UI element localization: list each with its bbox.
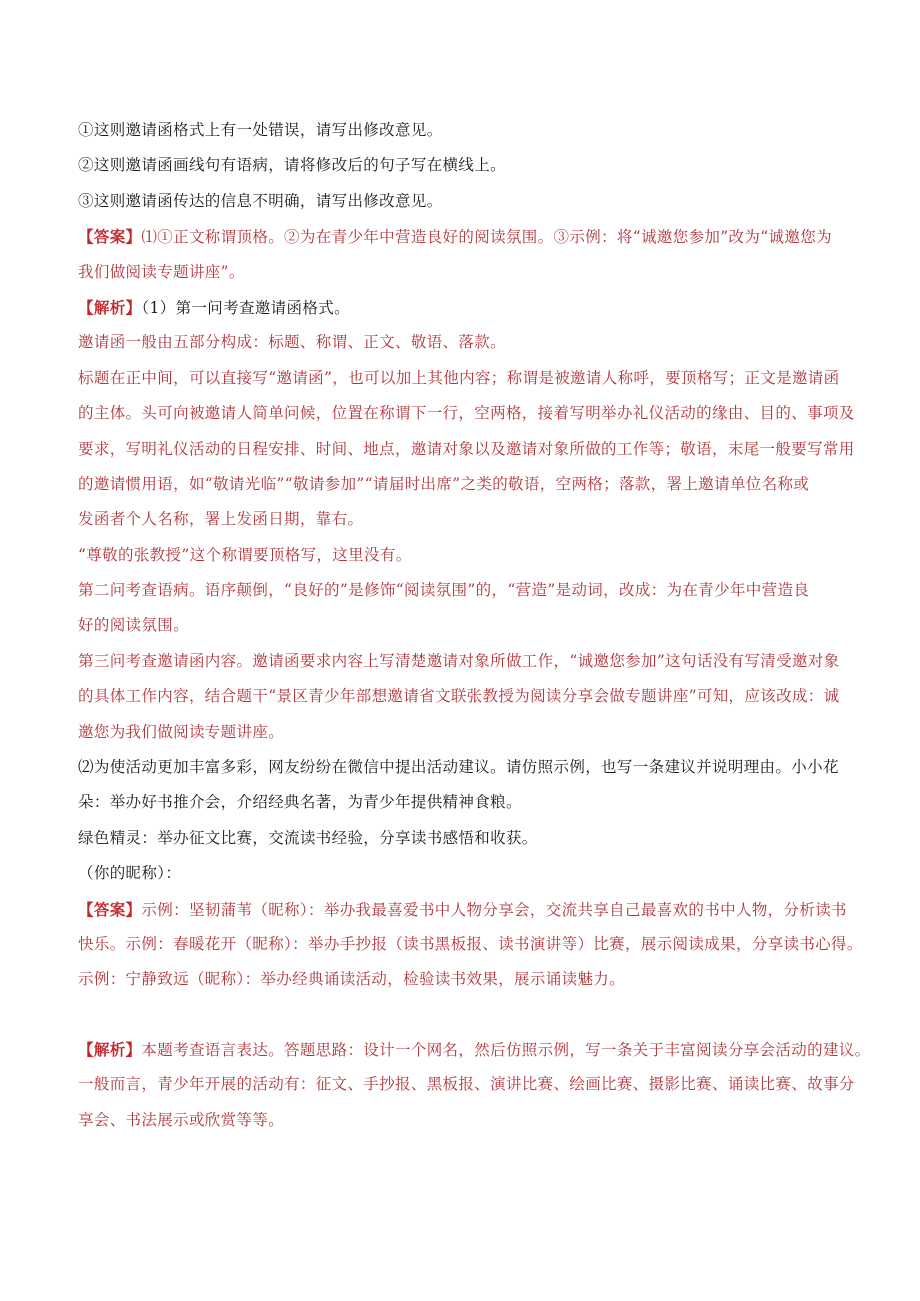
answer-2-line-3: 示例：宁静致远（昵称）：举办经典诵读活动，检验读书效果，展示诵读魅力。 bbox=[78, 970, 626, 989]
question-2-grammar: ②这则邀请函画线句有语病，请将修改后的句子写在横线上。 bbox=[78, 156, 506, 175]
analysis-2-line-1: 【解析】本题考查语言表达。答题思路：设计一个网名，然后仿照示例，写一条关于丰富阅读分享会活动的建议。 bbox=[78, 1039, 871, 1059]
analysis-1-p4-line: 邀您为我们做阅读专题讲座。 bbox=[78, 722, 285, 741]
answer-tag: 【答案】 bbox=[78, 899, 142, 919]
analysis-1-p4-line: 第三问考查邀请函内容。邀请函要求内容上写清楚邀请对象所做工作，“诚邀您参加”这句话没有写清受邀对象 bbox=[78, 651, 840, 670]
analysis-1-p1-line: 发函者个人名称，署上发函日期，靠右。 bbox=[78, 510, 364, 529]
question-2-line-3: 绿色精灵：举办征文比赛，交流读书经验，分享读书感悟和收获。 bbox=[78, 828, 538, 847]
analysis-2-line-2: 一般而言，青少年开展的活动有：征文、手抄报、黑板报、演讲比赛、绘画比赛、摄影比赛、诵读比赛、故事分 bbox=[78, 1075, 855, 1094]
analysis-1-p1-line: 的邀请惯用语，如“敬请光临”“敬请参加”“请届时出席”之类的敬语，空两格；落款，署上邀请单位名称或 bbox=[78, 474, 810, 493]
analysis-1-p3-line: 第二问考查语病。语序颠倒，“良好的”是修饰“阅读氛围”的，“营造”是动词，改成：为在青少年中营造良 bbox=[78, 581, 810, 600]
question-3-content: ③这则邀请函传达的信息不明确，请写出修改意见。 bbox=[78, 191, 443, 210]
answer-2-line-2: 快乐。示例：春暖花开（昵称）：举办手抄报（读书黑板报、读书演讲等）比赛，展示阅读成果，分享读书心得。 bbox=[78, 934, 863, 953]
question-2-line-1: ⑵为使活动更加丰富多彩，网友纷纷在微信中提出活动建议。请仿照示例，也写一条建议并说明理由。小小花 bbox=[78, 758, 839, 777]
spacer bbox=[78, 998, 858, 1032]
answer-1-line-1: 【答案】⑴①正文称谓顶格。②为在青少年中营造良好的阅读氛围。③示例：将“诚邀您参加”改为“诚邀您为 bbox=[78, 227, 832, 247]
analysis-1-p1-line: 标题在正中间，可以直接写“邀请函”，也可以加上其他内容；称谓是被邀请人称呼，要顶格写；正文是邀请函 bbox=[78, 368, 840, 387]
question-1-format: ①这则邀请函格式上有一处错误，请写出修改意见。 bbox=[78, 121, 443, 139]
analysis-1-p2: “尊敬的张教授”这个称谓要顶格写，这里没有。 bbox=[78, 545, 412, 564]
analysis-tag: 【解析】 bbox=[78, 297, 142, 317]
analysis-tag: 【解析】 bbox=[78, 1039, 142, 1059]
answer-2-line-1: 【答案】示例：坚韧蒲苇（昵称）：举办我最喜爱书中人物分享会，交流共享自己最喜欢的书中人物，分析读书 bbox=[78, 899, 847, 919]
question-2-line-4: （你的昵称）： bbox=[78, 864, 182, 883]
analysis-1-p1-line: 要求，写明礼仪活动的日程安排、时间、地点，邀请对象以及邀请对象所做的工作等；敬语，末尾一般要写常用 bbox=[78, 439, 855, 458]
document-page bbox=[78, 113, 871, 1138]
analysis-1-intro: 【解析】（1）第一问考查邀请函格式。 bbox=[78, 297, 350, 317]
analysis-1-p1-line: 的主体。头可向被邀请人简单问候，位置在称谓下一行，空两格，接着写明举办礼仪活动的缘由、目的、事项及 bbox=[78, 404, 855, 423]
analysis-1-p3-line: 好的阅读氛围。 bbox=[78, 616, 189, 635]
question-2-line-2: 朵：举办好书推介会，介绍经典名著，为青少年提供精神食粮。 bbox=[78, 793, 522, 812]
answer-tag: 【答案】 bbox=[78, 227, 142, 247]
analysis-1-composition: 邀请函一般由五部分构成：标题、称谓、正文、敬语、落款。 bbox=[78, 333, 506, 352]
analysis-1-p4-line: 的具体工作内容，结合题干“景区青少年部想邀请省文联张教授为阅读分享会做专题讲座”可知，应该改成：诚 bbox=[78, 687, 840, 706]
analysis-2-line-3: 享会、书法展示或欣赏等等。 bbox=[78, 1110, 285, 1129]
answer-1-line-2: 我们做阅读专题讲座”。 bbox=[78, 262, 245, 281]
